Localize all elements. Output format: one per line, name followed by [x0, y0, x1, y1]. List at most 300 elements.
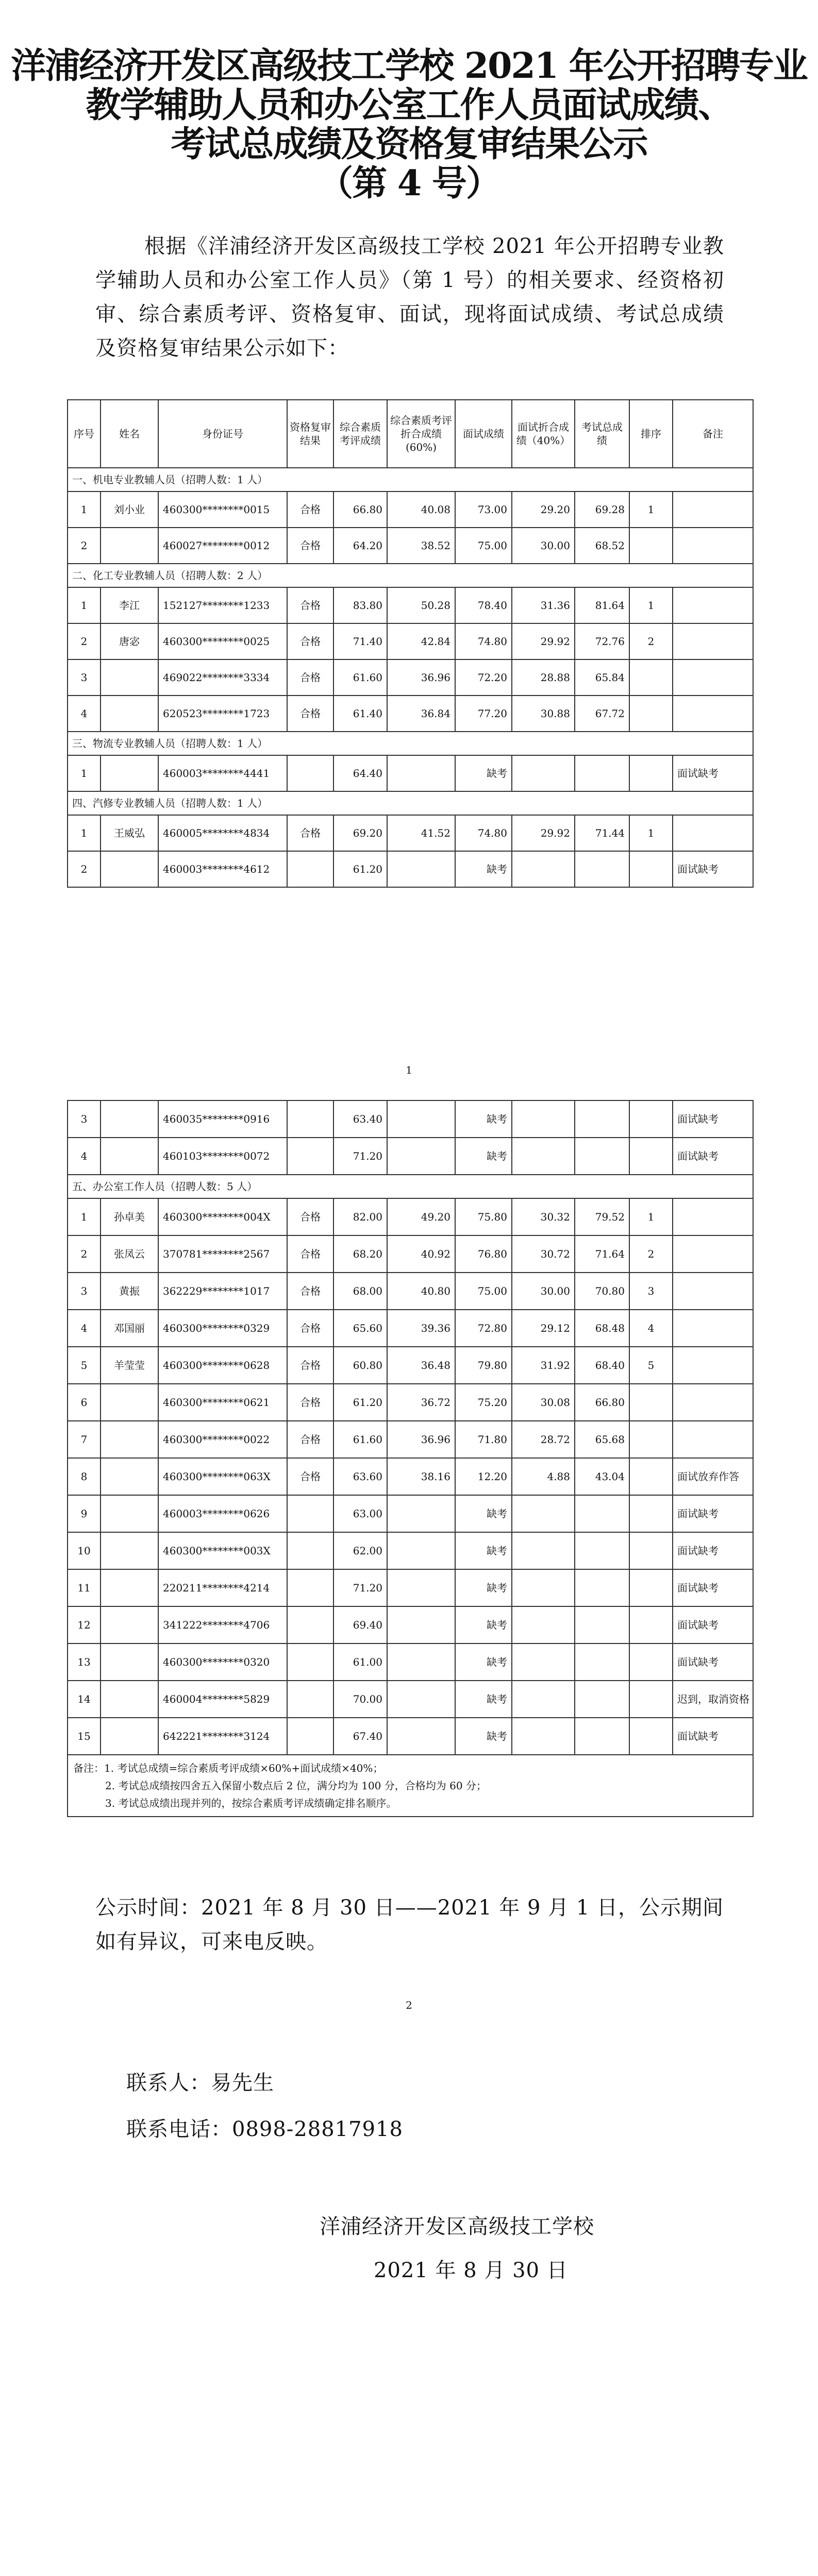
cell-seq: 7 [68, 1421, 101, 1458]
cell-eval-weighted: 36.72 [387, 1384, 455, 1421]
cell-total-score [575, 1718, 629, 1755]
cell-remarks: 面试缺考 [673, 1532, 753, 1569]
cell-qualification [287, 1643, 333, 1681]
table-row [68, 587, 753, 623]
cell-id-number: 460004********5829 [158, 1681, 287, 1718]
cell-interview-weighted [512, 1100, 575, 1138]
cell-rank [629, 528, 673, 564]
cell-id-number: 460300********0621 [158, 1384, 287, 1421]
cell-interview-score: 72.80 [455, 1310, 512, 1347]
category-label: 五、办公室工作人员（招聘人数：5 人） [68, 1175, 753, 1198]
cell-total-score: 43.04 [575, 1458, 629, 1495]
cell-qualification: 合格 [287, 528, 333, 564]
cell-eval-weighted: 36.84 [387, 696, 455, 732]
cell-eval-score: 68.20 [333, 1235, 387, 1273]
cell-qualification: 合格 [287, 659, 333, 696]
cell-interview-weighted: 29.92 [512, 815, 575, 851]
column-header-total-score: 考试总成绩 [575, 400, 629, 468]
cell-remarks [673, 1273, 753, 1310]
cell-remarks [673, 1347, 753, 1384]
cell-rank: 1 [629, 815, 673, 851]
cell-id-number: 460300********063X [158, 1458, 287, 1495]
document-title [0, 46, 818, 203]
cell-id-number: 460300********004X [158, 1198, 287, 1235]
cell-qualification [287, 755, 333, 791]
cell-remarks: 面试缺考 [673, 1606, 753, 1643]
cell-id-number: 460300********0329 [158, 1310, 287, 1347]
cell-interview-score: 73.00 [455, 492, 512, 528]
cell-interview-weighted [512, 1569, 575, 1606]
cell-id-number: 341222********4706 [158, 1606, 287, 1643]
cell-name: 孙卓美 [101, 1198, 158, 1235]
table-row [68, 1235, 753, 1273]
note-line: 备注：1. 考试总成绩=综合素质考评成绩×60%+面试成绩×40%； [73, 1762, 383, 1774]
cell-total-score: 68.52 [575, 528, 629, 564]
cell-interview-score: 74.80 [455, 815, 512, 851]
cell-eval-score: 61.60 [333, 1421, 387, 1458]
cell-total-score: 68.48 [575, 1310, 629, 1347]
cell-interview-score: 缺考 [455, 1718, 512, 1755]
cell-seq: 9 [68, 1495, 101, 1532]
cell-rank [629, 1495, 673, 1532]
cell-eval-weighted: 36.96 [387, 1421, 455, 1458]
cell-total-score [575, 1532, 629, 1569]
cell-id-number: 460300********0015 [158, 492, 287, 528]
cell-name [101, 1384, 158, 1421]
column-header-interview-score: 面试成绩 [455, 400, 512, 468]
cell-seq: 5 [68, 1347, 101, 1384]
cell-interview-score: 缺考 [455, 1681, 512, 1718]
cell-remarks [673, 1235, 753, 1273]
table-row [68, 1458, 753, 1495]
cell-seq: 8 [68, 1458, 101, 1495]
cell-rank [629, 1532, 673, 1569]
cell-remarks: 迟到，取消资格 [673, 1681, 753, 1718]
cell-remarks [673, 815, 753, 851]
cell-total-score: 67.72 [575, 696, 629, 732]
cell-total-score [575, 1681, 629, 1718]
cell-eval-weighted: 40.92 [387, 1235, 455, 1273]
cell-seq: 1 [68, 755, 101, 791]
cell-qualification: 合格 [287, 587, 333, 623]
cell-interview-weighted: 30.32 [512, 1198, 575, 1235]
cell-seq: 1 [68, 587, 101, 623]
cell-eval-score: 82.00 [333, 1198, 387, 1235]
cell-name [101, 528, 158, 564]
cell-remarks [673, 696, 753, 732]
cell-qualification: 合格 [287, 492, 333, 528]
cell-name: 唐宓 [101, 623, 158, 659]
column-header-qualification: 资格复审结果 [287, 400, 333, 468]
cell-interview-score: 缺考 [455, 1569, 512, 1606]
cell-remarks [673, 1421, 753, 1458]
cell-name [101, 1100, 158, 1138]
cell-remarks: 面试缺考 [673, 1495, 753, 1532]
table-row [68, 1643, 753, 1681]
cell-name: 刘小业 [101, 492, 158, 528]
cell-remarks [673, 587, 753, 623]
cell-name: 羊莹莹 [101, 1347, 158, 1384]
notes-row [68, 1755, 753, 1817]
cell-seq: 13 [68, 1643, 101, 1681]
cell-eval-score: 69.20 [333, 815, 387, 851]
cell-eval-score: 71.40 [333, 623, 387, 659]
cell-remarks: 面试缺考 [673, 1718, 753, 1755]
cell-qualification: 合格 [287, 623, 333, 659]
cell-seq: 4 [68, 696, 101, 732]
cell-rank: 1 [629, 1198, 673, 1235]
cell-rank: 4 [629, 1310, 673, 1347]
table-row [68, 755, 753, 791]
cell-name: 张凤云 [101, 1235, 158, 1273]
column-header-seq: 序号 [68, 400, 101, 468]
table-row [68, 1532, 753, 1569]
results-table-page2 [67, 1100, 754, 1817]
cell-seq: 4 [68, 1310, 101, 1347]
cell-id-number: 460300********0025 [158, 623, 287, 659]
cell-interview-weighted [512, 1532, 575, 1569]
cell-seq: 15 [68, 1718, 101, 1755]
cell-rank [629, 696, 673, 732]
cell-qualification [287, 1569, 333, 1606]
cell-total-score: 71.44 [575, 815, 629, 851]
cell-eval-score: 70.00 [333, 1681, 387, 1718]
cell-remarks [673, 623, 753, 659]
cell-interview-score: 缺考 [455, 1495, 512, 1532]
cell-interview-score: 79.80 [455, 1347, 512, 1384]
cell-interview-score: 76.80 [455, 1235, 512, 1273]
cell-total-score [575, 1100, 629, 1138]
table-row [68, 1384, 753, 1421]
cell-rank [629, 1718, 673, 1755]
cell-eval-weighted: 38.16 [387, 1458, 455, 1495]
cell-interview-weighted: 29.12 [512, 1310, 575, 1347]
cell-id-number: 460003********4612 [158, 851, 287, 887]
cell-eval-score: 69.40 [333, 1606, 387, 1643]
cell-total-score [575, 1643, 629, 1681]
cell-seq: 4 [68, 1138, 101, 1175]
results-table-page1 [67, 399, 754, 888]
cell-interview-weighted [512, 1643, 575, 1681]
cell-interview-weighted: 30.88 [512, 696, 575, 732]
table-notes [68, 1755, 753, 1817]
cell-interview-weighted [512, 851, 575, 887]
cell-rank [629, 659, 673, 696]
cell-rank [629, 1421, 673, 1458]
title-line-3: 考试总成绩及资格复审结果公示 [171, 124, 647, 165]
table-row [68, 1681, 753, 1718]
table-row [68, 1138, 753, 1175]
cell-name [101, 1643, 158, 1681]
cell-eval-score: 63.60 [333, 1458, 387, 1495]
cell-remarks [673, 1310, 753, 1347]
cell-remarks: 面试缺考 [673, 851, 753, 887]
table-row [68, 1495, 753, 1532]
cell-name [101, 1495, 158, 1532]
cell-interview-weighted: 29.92 [512, 623, 575, 659]
category-label: 一、机电专业教辅人员（招聘人数：1 人） [68, 468, 753, 492]
cell-seq: 1 [68, 492, 101, 528]
cell-eval-weighted [387, 1100, 455, 1138]
table-row [68, 623, 753, 659]
table-row [68, 1347, 753, 1384]
category-label: 二、化工专业教辅人员（招聘人数：2 人） [68, 564, 753, 587]
cell-qualification [287, 1100, 333, 1138]
cell-remarks: 面试缺考 [673, 755, 753, 791]
cell-interview-weighted: 31.36 [512, 587, 575, 623]
table-row [68, 1273, 753, 1310]
cell-qualification: 合格 [287, 1384, 333, 1421]
cell-eval-score: 61.20 [333, 1384, 387, 1421]
cell-eval-weighted [387, 755, 455, 791]
cell-name [101, 755, 158, 791]
cell-eval-score: 61.20 [333, 851, 387, 887]
cell-eval-score: 62.00 [333, 1532, 387, 1569]
cell-eval-score: 64.20 [333, 528, 387, 564]
contact-phone: 联系电话：0898-28817918 [126, 2117, 403, 2141]
cell-eval-score: 60.80 [333, 1347, 387, 1384]
cell-eval-score: 61.60 [333, 659, 387, 696]
cell-rank [629, 1643, 673, 1681]
cell-total-score: 72.76 [575, 623, 629, 659]
cell-total-score: 69.28 [575, 492, 629, 528]
cell-eval-weighted [387, 1643, 455, 1681]
table-row [68, 815, 753, 851]
cell-eval-score: 68.00 [333, 1273, 387, 1310]
cell-name [101, 1421, 158, 1458]
title-line-2: 教学辅助人员和办公室工作人员面试成绩、 [86, 84, 732, 126]
cell-id-number: 460003********4441 [158, 755, 287, 791]
cell-eval-score: 64.40 [333, 755, 387, 791]
cell-rank [629, 1681, 673, 1718]
cell-eval-weighted: 42.84 [387, 623, 455, 659]
cell-seq: 3 [68, 1100, 101, 1138]
cell-remarks: 面试放弃作答 [673, 1458, 753, 1495]
category-row [68, 732, 753, 755]
cell-interview-score: 缺考 [455, 1138, 512, 1175]
cell-name [101, 1138, 158, 1175]
signature-date: 2021 年 8 月 30 日 [374, 2259, 568, 2282]
cell-eval-weighted: 38.52 [387, 528, 455, 564]
table-header-row [68, 400, 753, 468]
table-row [68, 528, 753, 564]
table-row [68, 1718, 753, 1755]
cell-interview-weighted: 31.92 [512, 1347, 575, 1384]
title-line-4: （第 4 号） [318, 163, 500, 204]
cell-seq: 3 [68, 1273, 101, 1310]
column-header-eval-weighted: 综合素质考评折合成绩(60%) [387, 400, 455, 468]
cell-interview-score: 75.00 [455, 1273, 512, 1310]
cell-seq: 2 [68, 623, 101, 659]
cell-total-score [575, 1138, 629, 1175]
cell-interview-weighted [512, 1606, 575, 1643]
contact-person: 联系人：易先生 [126, 2071, 274, 2095]
cell-total-score: 71.64 [575, 1235, 629, 1273]
cell-seq: 6 [68, 1384, 101, 1421]
cell-total-score [575, 755, 629, 791]
cell-eval-weighted: 39.36 [387, 1310, 455, 1347]
cell-eval-score: 63.40 [333, 1100, 387, 1138]
cell-id-number: 460300********0022 [158, 1421, 287, 1458]
cell-seq: 11 [68, 1569, 101, 1606]
cell-eval-score: 61.40 [333, 696, 387, 732]
cell-interview-weighted: 28.88 [512, 659, 575, 696]
category-row [68, 1175, 753, 1198]
cell-qualification: 合格 [287, 815, 333, 851]
cell-eval-score: 67.40 [333, 1718, 387, 1755]
table-row [68, 1606, 753, 1643]
cell-rank: 5 [629, 1347, 673, 1384]
cell-id-number: 460300********0628 [158, 1347, 287, 1384]
cell-name [101, 659, 158, 696]
cell-qualification [287, 1138, 333, 1175]
intro-paragraph: 根据《洋浦经济开发区高级技工学校 2021 年公开招聘专业教学辅助人员和办公室工作人员》（第 1 号）的相关要求、经资格初审、综合素质考评、资格复审、面试，现将面试成绩、考试总成绩及资格复审结果公示如下： [95, 234, 724, 360]
cell-interview-weighted: 29.20 [512, 492, 575, 528]
cell-interview-score: 12.20 [455, 1458, 512, 1495]
cell-total-score [575, 1495, 629, 1532]
cell-interview-score: 缺考 [455, 1643, 512, 1681]
cell-interview-weighted: 30.72 [512, 1235, 575, 1273]
cell-qualification: 合格 [287, 1458, 333, 1495]
table-row [68, 659, 753, 696]
cell-eval-score: 71.20 [333, 1138, 387, 1175]
cell-interview-weighted [512, 1495, 575, 1532]
cell-interview-score: 78.40 [455, 587, 512, 623]
cell-eval-weighted: 36.48 [387, 1347, 455, 1384]
cell-total-score: 65.68 [575, 1421, 629, 1458]
cell-eval-score: 66.80 [333, 492, 387, 528]
cell-rank [629, 1458, 673, 1495]
category-label: 四、汽修专业教辅人员（招聘人数：1 人） [68, 791, 753, 815]
cell-name [101, 1606, 158, 1643]
category-row [68, 468, 753, 492]
cell-interview-score: 75.20 [455, 1384, 512, 1421]
column-header-eval-score: 综合素质考评成绩 [333, 400, 387, 468]
cell-total-score: 66.80 [575, 1384, 629, 1421]
table-row [68, 1100, 753, 1138]
cell-remarks: 面试缺考 [673, 1138, 753, 1175]
cell-remarks: 面试缺考 [673, 1569, 753, 1606]
cell-id-number: 642221********3124 [158, 1718, 287, 1755]
cell-qualification: 合格 [287, 1421, 333, 1458]
cell-seq: 10 [68, 1532, 101, 1569]
cell-seq: 2 [68, 528, 101, 564]
cell-eval-weighted: 50.28 [387, 587, 455, 623]
cell-interview-score: 缺考 [455, 1606, 512, 1643]
cell-id-number: 370781********2567 [158, 1235, 287, 1273]
cell-seq: 3 [68, 659, 101, 696]
cell-rank [629, 1569, 673, 1606]
table-row [68, 851, 753, 887]
cell-remarks: 面试缺考 [673, 1643, 753, 1681]
cell-interview-weighted: 30.00 [512, 528, 575, 564]
cell-eval-weighted [387, 1569, 455, 1606]
page-number-1: 1 [406, 1064, 412, 1076]
cell-name: 邓国丽 [101, 1310, 158, 1347]
column-header-rank: 排序 [629, 400, 673, 468]
note-line: 2. 考试总成绩按四舍五入保留小数点后 2 位，满分均为 100 分，合格均为 60 分； [105, 1780, 487, 1792]
cell-interview-score: 75.00 [455, 528, 512, 564]
cell-interview-weighted: 4.88 [512, 1458, 575, 1495]
cell-id-number: 469022********3334 [158, 659, 287, 696]
cell-rank: 1 [629, 492, 673, 528]
cell-rank: 1 [629, 587, 673, 623]
cell-id-number: 460005********4834 [158, 815, 287, 851]
cell-seq: 2 [68, 851, 101, 887]
cell-eval-score: 61.00 [333, 1643, 387, 1681]
cell-eval-weighted [387, 1606, 455, 1643]
cell-seq: 14 [68, 1681, 101, 1718]
cell-id-number: 460300********003X [158, 1532, 287, 1569]
cell-qualification [287, 1532, 333, 1569]
cell-total-score: 70.80 [575, 1273, 629, 1310]
cell-total-score [575, 851, 629, 887]
cell-interview-score: 71.80 [455, 1421, 512, 1458]
cell-id-number: 460027********0012 [158, 528, 287, 564]
cell-seq: 2 [68, 1235, 101, 1273]
announcement-paragraph: 公示时间：2021 年 8 月 30 日——2021 年 9 月 1 日，公示期间如有异议，可来电反映。 [95, 1896, 724, 1954]
cell-remarks [673, 1198, 753, 1235]
signature-organization: 洋浦经济开发区高级技工学校 [320, 2215, 594, 2239]
cell-qualification: 合格 [287, 696, 333, 732]
cell-name [101, 1718, 158, 1755]
note-line: 3. 考试总成绩出现并列的，按综合素质考评成绩确定排名顺序。 [105, 1797, 397, 1809]
cell-interview-score: 缺考 [455, 755, 512, 791]
cell-name [101, 1532, 158, 1569]
table-row [68, 1310, 753, 1347]
cell-eval-weighted: 40.80 [387, 1273, 455, 1310]
cell-eval-score: 63.00 [333, 1495, 387, 1532]
cell-qualification [287, 1681, 333, 1718]
cell-eval-weighted [387, 1138, 455, 1175]
cell-seq: 1 [68, 815, 101, 851]
cell-qualification: 合格 [287, 1310, 333, 1347]
cell-name [101, 851, 158, 887]
cell-qualification: 合格 [287, 1273, 333, 1310]
cell-remarks [673, 492, 753, 528]
cell-rank: 2 [629, 1235, 673, 1273]
table-row [68, 1198, 753, 1235]
category-row [68, 791, 753, 815]
cell-id-number: 620523********1723 [158, 696, 287, 732]
cell-interview-weighted [512, 1138, 575, 1175]
cell-total-score: 79.52 [575, 1198, 629, 1235]
cell-rank [629, 1138, 673, 1175]
cell-total-score: 68.40 [575, 1347, 629, 1384]
cell-rank [629, 1384, 673, 1421]
cell-remarks [673, 1384, 753, 1421]
cell-eval-weighted [387, 1532, 455, 1569]
cell-rank [629, 1606, 673, 1643]
cell-eval-weighted: 36.96 [387, 659, 455, 696]
cell-eval-weighted: 40.08 [387, 492, 455, 528]
cell-interview-score: 缺考 [455, 851, 512, 887]
table-row [68, 492, 753, 528]
cell-id-number: 460035********0916 [158, 1100, 287, 1138]
cell-interview-score: 缺考 [455, 1100, 512, 1138]
cell-total-score [575, 1569, 629, 1606]
cell-eval-weighted [387, 1495, 455, 1532]
cell-remarks: 面试缺考 [673, 1100, 753, 1138]
cell-id-number: 362229********1017 [158, 1273, 287, 1310]
category-label: 三、物流专业教辅人员（招聘人数：1 人） [68, 732, 753, 755]
cell-qualification [287, 851, 333, 887]
cell-interview-score: 72.20 [455, 659, 512, 696]
category-row [68, 564, 753, 587]
cell-id-number: 152127********1233 [158, 587, 287, 623]
cell-interview-weighted: 30.00 [512, 1273, 575, 1310]
cell-eval-weighted [387, 1681, 455, 1718]
